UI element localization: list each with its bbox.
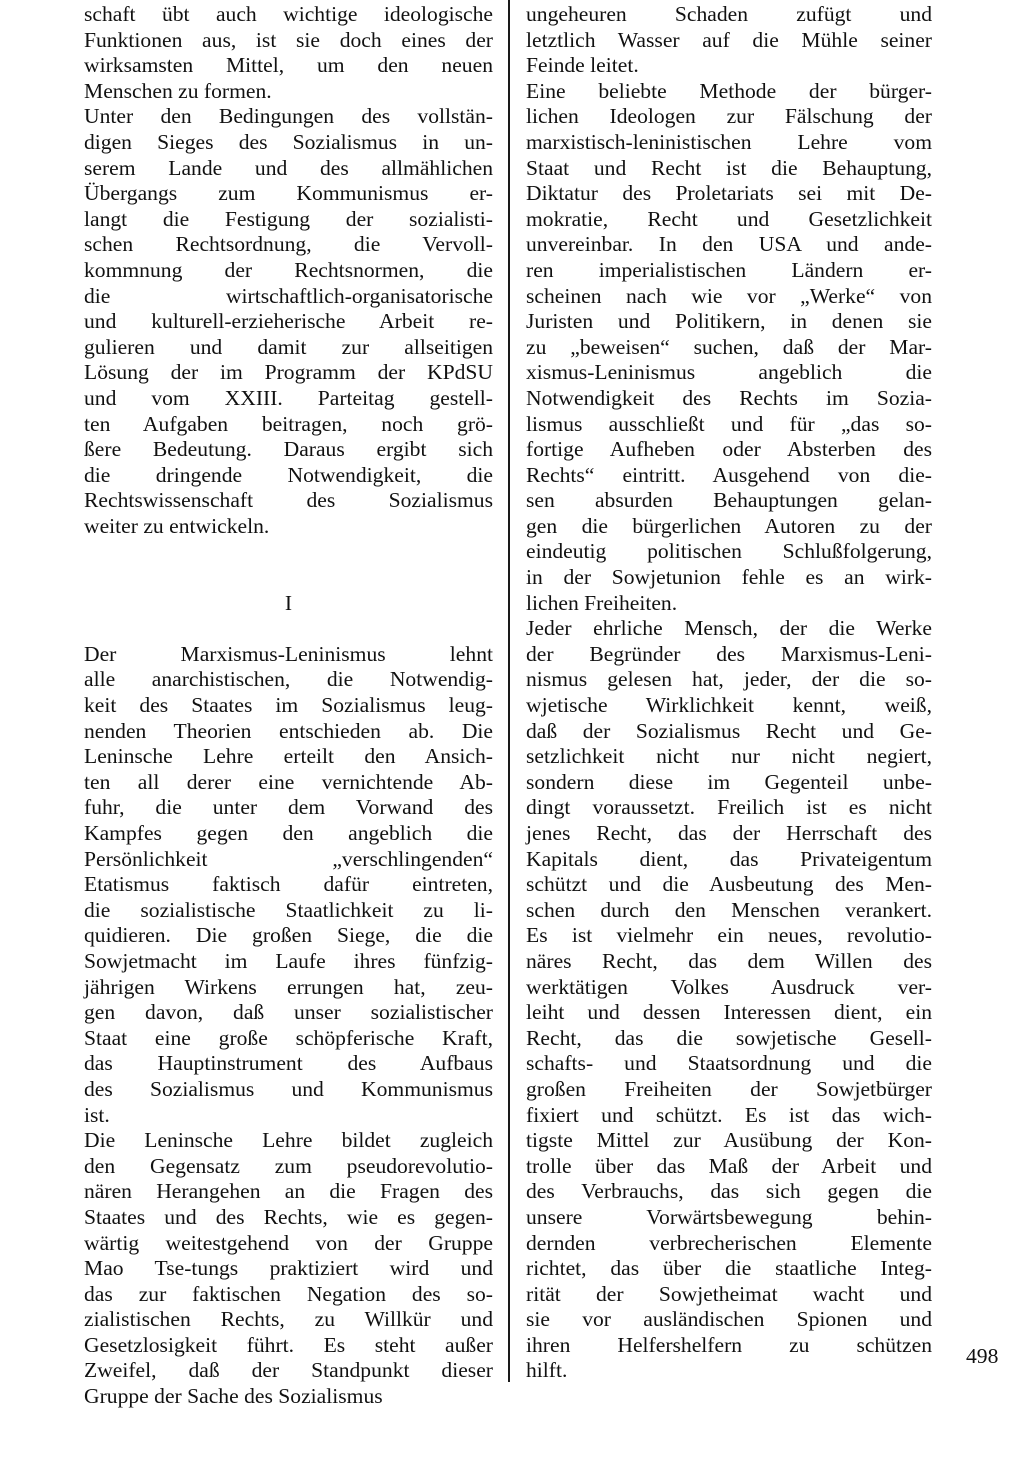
text-line: dingt voraussetzt. Freilich ist es nicht (526, 795, 932, 820)
text-line: Es ist vielmehr ein neues, revolutio- (526, 923, 932, 948)
text-line: Gesetzlosigkeit führt. Es steht außer (84, 1332, 493, 1357)
text-line: ten all derer eine vernichtende Ab- (84, 769, 493, 794)
text-line: wirksamsten Mittel, um den neuen (84, 53, 493, 78)
text-line: setzlichkeit nicht nur nicht negiert, (526, 744, 932, 769)
text-line: scheinen nach wie vor „Werke“ von (526, 283, 932, 308)
text-line: näres Recht, das dem Willen des (526, 948, 932, 973)
text-line: trolle über das Maß der Arbeit und (526, 1153, 932, 1178)
text-line: Zweifel, daß der Standpunkt dieser (84, 1358, 493, 1383)
text-line: rität der Sowjetheimat wacht und (526, 1281, 932, 1306)
text-line: hilft. (526, 1358, 568, 1383)
text-line: Lösung der im Programm der KPdSU (84, 360, 493, 385)
text-line: jenes Recht, das der Herrschaft des (526, 821, 932, 845)
text-line: Unter den Bedingungen des vollstän- (84, 104, 493, 129)
text-line: und vom XXIII. Parteitag gestell- (84, 385, 493, 410)
text-line: ungeheuren Schaden zufügt und (526, 2, 932, 26)
text-line: serem Lande und des allmählichen (84, 155, 493, 180)
text-line: jährigen Wirkens errungen hat, zeu- (84, 974, 493, 999)
text-line: schen Rechtsordnung, die Vervoll- (84, 232, 493, 257)
paragraph (526, 616, 932, 1384)
text-line: Recht, das die sowjetische Gesell- (526, 1025, 932, 1050)
text-line: Staat und Recht ist die Behauptung, (526, 155, 932, 180)
paragraph (84, 2, 493, 104)
text-line: dernden verbrecherischen Elemente (526, 1230, 932, 1255)
text-line: nenden Theorien entschieden ab. Die (84, 718, 493, 743)
text-line: Kapitals dient, das Privateigentum (526, 846, 932, 871)
text-line: Menschen zu formen. (84, 78, 272, 103)
text-line: des Sozialismus und Kommunismus (84, 1076, 493, 1101)
text-line: Die Leninsche Lehre bildet zugleich (84, 1128, 493, 1153)
text-line: Gruppe der Sache des Sozialismus (84, 1384, 383, 1409)
text-line: ten Aufgaben beitragen, noch grö- (84, 411, 493, 436)
text-line: gen die bürgerlichen Autoren zu der (526, 513, 932, 538)
page-number: 498 (966, 1344, 999, 1368)
text-line: ihren Helfershelfern zu schützen (526, 1332, 932, 1357)
text-line: kommnung der Rechtsnormen, die (84, 257, 493, 282)
text-line: wärtig weitestgehend von der Gruppe (84, 1230, 493, 1255)
paragraph (84, 1128, 493, 1410)
text-line: sie vor ausländischen Spionen und (526, 1307, 932, 1332)
text-line: lismus ausschließt und für „das so- (526, 411, 932, 436)
text-line: keit des Staates im Sozialismus leug- (84, 693, 493, 718)
text-line: gulieren und damit zur allseitigen (84, 334, 493, 359)
spacer (84, 616, 493, 642)
text-line: langt die Festigung der sozialisti- (84, 206, 493, 231)
text-line: letztlich Wasser auf die Mühle seiner (526, 27, 932, 52)
section-heading: I (284, 590, 293, 615)
text-line: großen Freiheiten der Sowjetbürger (526, 1076, 932, 1101)
text-line: Rechtswissenschaft des Sozialismus (84, 488, 493, 513)
text-line: unvereinbar. In den USA und ande- (526, 232, 932, 257)
text-line: sen absurden Behauptungen gelan- (526, 488, 932, 513)
text-line: das Hauptinstrument des Aufbaus (84, 1051, 493, 1076)
text-line: ßere Bedeutung. Daraus ergibt sich (84, 437, 493, 462)
text-line: Staates und des Rechts, wie es gegen- (84, 1204, 493, 1229)
text-line: schaft übt auch wichtige ideologische (84, 2, 493, 26)
text-line: Staat eine große schöpferische Kraft, (84, 1025, 493, 1050)
text-line: Sowjetmacht im Laufe ihres fünfzig- (84, 948, 493, 973)
paragraph (526, 79, 932, 616)
text-line: werktätigen Volkes Ausdruck ver- (526, 974, 932, 999)
text-line: xismus-Leninismus angeblich die (526, 360, 932, 385)
text-line: die wirtschaftlich-organisatorische (84, 283, 493, 308)
text-line: daß der Sozialismus Recht und Ge- (526, 718, 932, 743)
text-line: nären Herangehen an die Fragen des (84, 1179, 493, 1204)
text-line: Übergangs zum Kommunismus er- (84, 181, 493, 206)
spacer (84, 565, 493, 591)
text-line: leiht und dessen Interessen dient, ein (526, 1000, 932, 1025)
right-column (526, 2, 932, 1384)
text-line: Jeder ehrliche Mensch, der die Werke (526, 616, 932, 641)
text-line: marxistisch-leninistischen Lehre vom (526, 129, 932, 154)
text-line: tigste Mittel zur Ausübung der Kon- (526, 1128, 932, 1153)
text-line: Leninsche Lehre erteilt den Ansich- (84, 744, 493, 769)
text-line: Etatismus faktisch dafür eintreten, (84, 872, 493, 897)
text-line: alle anarchistischen, die Notwendig- (84, 667, 493, 692)
text-line: den Gegensatz zum pseudorevolutio- (84, 1153, 493, 1178)
text-line: fuhr, die unter dem Vorwand des (84, 795, 493, 820)
text-line: fixiert und schützt. Es ist das wich- (526, 1102, 932, 1127)
left-column (84, 2, 493, 1410)
text-line: unsere Vorwärtsbewegung behin- (526, 1204, 932, 1229)
text-line: Mao Tse-tungs praktiziert wird und (84, 1256, 493, 1281)
text-line: wjetische Wirklichkeit kennt, weiß, (526, 693, 932, 718)
text-line: Juristen und Politikern, in denen sie (526, 309, 932, 334)
text-line: Funktionen aus, ist sie doch eines der (84, 27, 493, 52)
text-line: schafts- und Staatsordnung und die (526, 1051, 932, 1076)
paragraph (526, 2, 932, 79)
text-line: sondern diese im Gegenteil unbe- (526, 769, 932, 794)
text-line: ist. (84, 1102, 110, 1127)
text-line: fortige Aufheben oder Absterben des (526, 437, 932, 462)
text-line: mokratie, Recht und Gesetzlichkeit (526, 206, 932, 231)
text-line: Eine beliebte Methode der bürger- (526, 78, 932, 103)
text-line: schützt und die Ausbeutung des Men- (526, 872, 932, 897)
text-line: und kulturell-erzieherische Arbeit re- (84, 309, 493, 334)
text-line: die sozialistische Staatlichkeit zu li- (84, 897, 493, 922)
text-line: Diktatur des Proletariats sei mit De- (526, 181, 932, 206)
text-line: Feinde leitet. (526, 53, 639, 78)
text-line: Der Marxismus-Leninismus lehnt (84, 641, 493, 666)
paragraph (84, 104, 493, 539)
text-line: Rechts“ eintritt. Ausgehend von die- (526, 462, 932, 487)
text-line: schen durch den Menschen verankert. (526, 897, 932, 922)
text-line: lichen Ideologen zur Fälschung der (526, 104, 932, 129)
column-divider (508, 0, 510, 1382)
spacer (84, 539, 493, 565)
text-line: Persönlichkeit „verschlingenden“ (84, 846, 493, 871)
text-line: das zur faktischen Negation des so- (84, 1281, 493, 1306)
text-line: gen davon, daß unser sozialistischer (84, 1000, 493, 1025)
text-line: Kampfes gegen den angeblich die (84, 821, 493, 845)
text-line: zu „beweisen“ suchen, daß der Mar- (526, 334, 932, 359)
paragraph (84, 642, 493, 1128)
text-line: weiter zu entwickeln. (84, 513, 270, 538)
text-line: digen Sieges des Sozialismus in un- (84, 129, 493, 154)
text-line: nismus gelesen hat, jeder, der die so- (526, 667, 932, 692)
text-line: in der Sowjetunion fehle es an wirk- (526, 565, 932, 590)
text-line: quidieren. Die großen Siege, die die (84, 923, 493, 948)
text-line: der Begründer des Marxismus-Leni- (526, 641, 932, 666)
text-line: eindeutig politischen Schlußfolgerung, (526, 539, 932, 564)
text-line: die dringende Notwendigkeit, die (84, 462, 493, 487)
text-line: ren imperialistischen Ländern er- (526, 257, 932, 282)
text-line: zialistischen Rechts, zu Willkür und (84, 1307, 493, 1332)
text-line: des Verbrauchs, das sich gegen die (526, 1179, 932, 1204)
text-line: Notwendigkeit des Rechts im Sozia- (526, 385, 932, 410)
text-line: lichen Freiheiten. (526, 590, 678, 615)
text-line: richtet, das über die staatliche Integ- (526, 1256, 932, 1281)
